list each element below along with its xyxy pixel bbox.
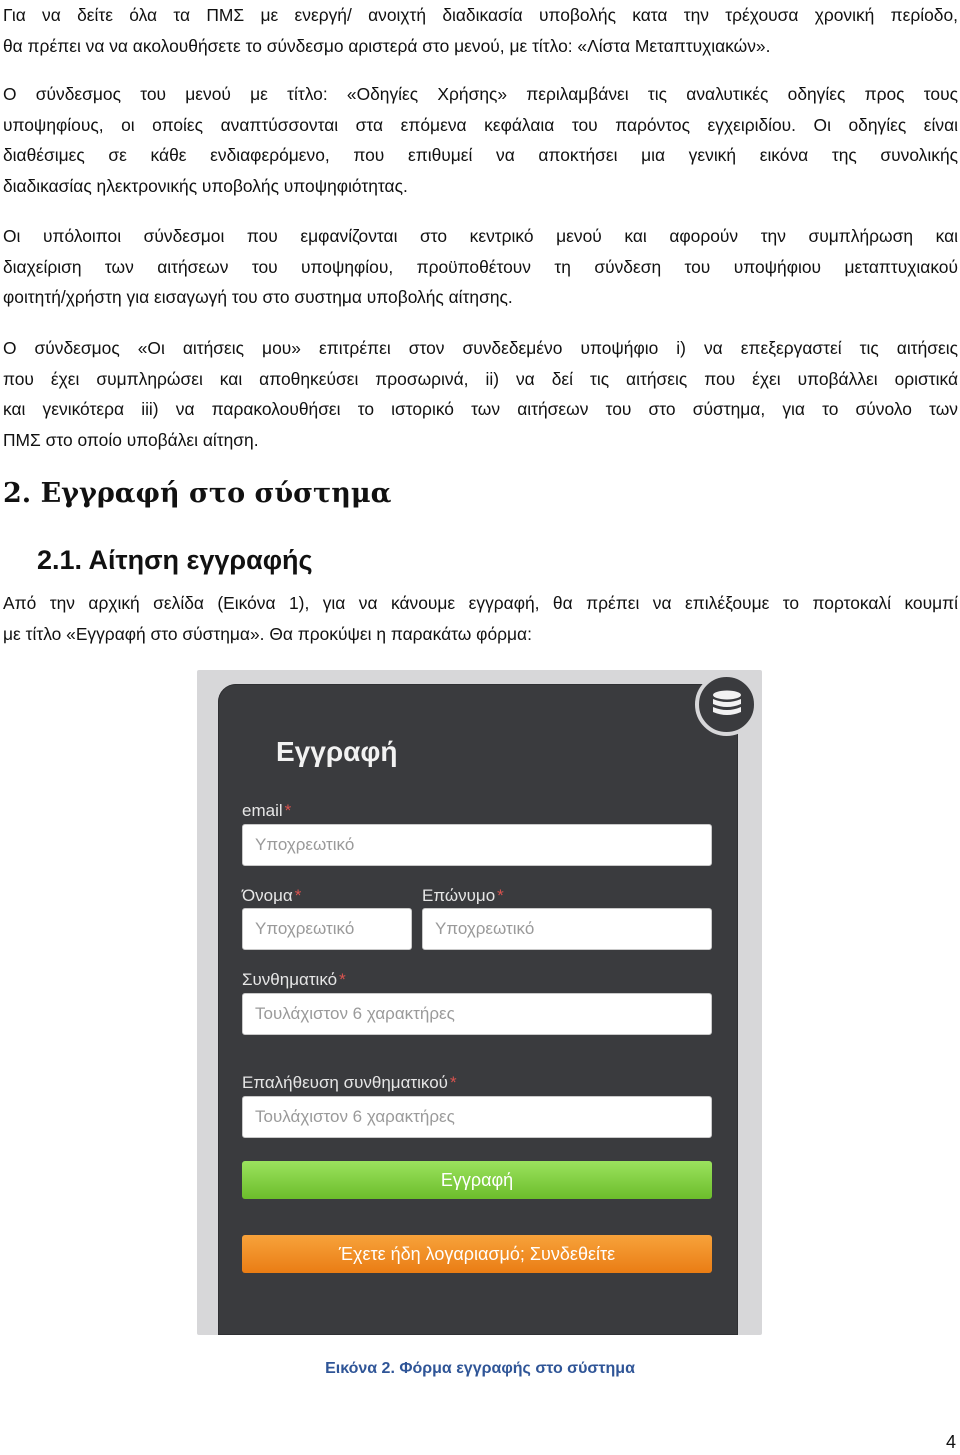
email-label (242, 801, 291, 821)
login-button[interactable]: Έχετε ήδη λογαριασμό; Συνδεθείτε (242, 1235, 712, 1273)
last-name-field[interactable]: Υποχρεωτικό (422, 908, 712, 950)
figure-caption: Εικόνα 2. Φόρμα εγγραφής στο σύστημα (325, 1360, 635, 1377)
paragraph-2 (3, 79, 958, 201)
required-mark: * (284, 801, 292, 820)
confirm-password-field[interactable]: Τουλάχιστον 6 χαρακτήρες (242, 1096, 712, 1138)
email-field[interactable]: Υποχρεωτικό (242, 824, 712, 866)
required-mark: * (294, 886, 302, 905)
registration-form-screenshot (197, 670, 762, 1335)
page-number: 4 (945, 1432, 956, 1452)
first-name-label (242, 886, 301, 906)
password-field[interactable]: Τουλάχιστον 6 χαρακτήρες (242, 993, 712, 1035)
required-mark: * (339, 970, 346, 989)
text-line: Για να δείτε όλα τα ΠΜΣ με ενεργή/ ανοιχτή διαδικασία υποβολής κατα την τρέχουσα χρονική περίοδο, (3, 5, 958, 25)
register-button[interactable]: Εγγραφή (242, 1161, 712, 1199)
text-line: φοιτητή/χρήστη για εισαγωγή του στο συστημα υποβολής αίτησης. (3, 287, 513, 307)
text-line: υποψηφίους, οι οποίες αναπτύσσονται στα επόμενα κεφάλαια του παρόντος εγχειριδίου. Οι οδηγίες είναι (3, 114, 958, 135)
paragraph-5 (3, 588, 958, 649)
required-mark: * (497, 886, 504, 905)
paragraph-1 (3, 0, 958, 61)
text-line: που έχει συμπληρώσει και αποθηκεύσει προσωρινά, ii) να δεί τις αιτήσεις που έχει υποβάλλει οριστικά (3, 368, 958, 389)
first-name-label-text: Όνομα (242, 886, 293, 905)
text-line: και γενικότερα iii) να παρακολουθήσει το ιστορικό των αιτήσεων του στο σύστημα, για το σύνολο των (3, 399, 958, 419)
confirm-password-label-text: Επαλήθευση συνθηματικού (242, 1073, 448, 1092)
required-mark: * (449, 1073, 457, 1092)
form-title: Εγγραφή (276, 736, 398, 767)
password-label (242, 970, 346, 990)
text-line: Ο σύνδεσμος «Οι αιτήσεις μου» επιτρέπει στον συνδεδεμένο υποψήφιο i) να επεξεργαστεί τις αιτήσεις (3, 338, 958, 358)
last-name-label-text: Επώνυμο (422, 886, 496, 905)
text-line: Οι υπόλοιποι σύνδεσμοι που εμφανίζονται στο κεντρικό μενού και αφορούν την συμπλήρωση και (3, 226, 958, 246)
paragraph-3 (3, 221, 958, 313)
password-label-text: Συνθηματικό (242, 970, 338, 989)
text-line: θα πρέπει να να ακολουθήσετε το σύνδεσμο αριστερά στο μενού, με τίτλο: «Λίστα Μεταπτυχιακών». (3, 35, 771, 56)
text-line: ΠΜΣ στο οποίο υποβάλει αίτηση. (3, 429, 259, 450)
database-icon-svg (711, 690, 743, 720)
section-heading: 2. Εγγραφή στο σύστημα (3, 478, 392, 509)
first-name-field[interactable]: Υποχρεωτικό (242, 908, 412, 950)
subsection-heading: 2.1. Αίτηση εγγραφής (37, 545, 313, 575)
text-line: με τίτλο «Εγγραφή στο σύστημα». Θα προκύψει η παρακάτω φόρμα: (3, 623, 532, 644)
text-line: Ο σύνδεσμος του μενού με τίτλο: «Οδηγίες Χρήσης» περιλαμβάνει τις αναλυτικές οδηγίες προς τους (3, 84, 958, 104)
text-line: διαθέσιμες σε κάθε ενδιαφερόμενο, που επιθυμεί να αποκτήσει μια γενική εικόνα της συνολικής (3, 145, 958, 165)
database-icon (695, 673, 758, 736)
text-line: Από την αρχική σελίδα (Εικόνα 1), για να κάνουμε εγγραφή, θα πρέπει να επιλέξουμε το πορτοκαλί κουμπί (3, 593, 958, 613)
paragraph-4 (3, 333, 958, 455)
text-line: διαχείριση των αιτήσεων του υποψηφίου, προϋποθέτουν τη σύνδεση του υποψήφιου μεταπτυχιακού (3, 256, 958, 277)
last-name-label (422, 886, 504, 906)
email-label-text: email (242, 801, 283, 820)
text-line: διαδικασίας ηλεκτρονικής υποβολής υποψηφιότητας. (3, 175, 408, 196)
confirm-password-label (242, 1073, 457, 1093)
